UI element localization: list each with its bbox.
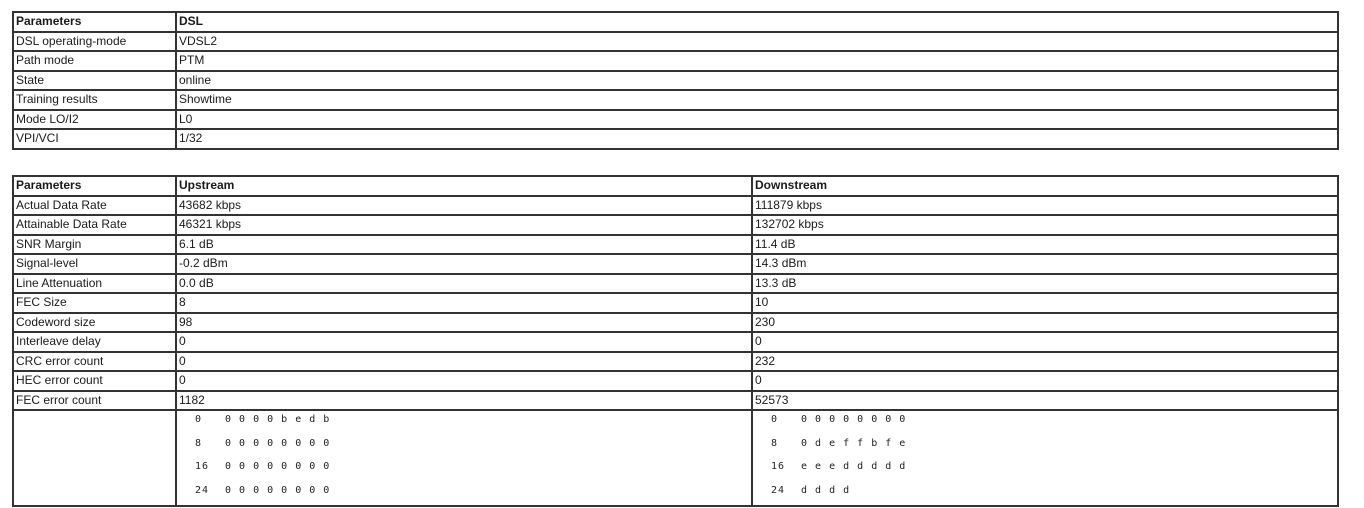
bin-values: d d d d xyxy=(801,484,851,496)
bit-allocation-line xyxy=(195,411,330,435)
table-row xyxy=(13,254,1338,274)
downstream-value: 11.4 dB xyxy=(752,235,1338,255)
bin-values: 0 0 0 0 0 0 0 0 xyxy=(225,437,331,449)
table-row xyxy=(13,391,1338,411)
bit-allocation-table xyxy=(771,411,906,505)
upstream-value: 6.1 dB xyxy=(176,235,752,255)
bin-index: 0 xyxy=(195,414,203,425)
upstream-bit-allocation xyxy=(176,410,752,506)
bit-allocation-line xyxy=(195,482,330,506)
param-label: Codeword size xyxy=(13,313,176,333)
bin-index: 16 xyxy=(195,461,210,472)
param-label: State xyxy=(13,71,176,91)
param-label: Line Attenuation xyxy=(13,274,176,294)
param-label: Interleave delay xyxy=(13,332,176,352)
upstream-value: -0.2 dBm xyxy=(176,254,752,274)
bit-allocation-line xyxy=(771,435,906,459)
table-row xyxy=(13,371,1338,391)
upstream-value: 43682 kbps xyxy=(176,196,752,216)
table-row xyxy=(13,274,1338,294)
param-label: Mode LO/I2 xyxy=(13,110,176,130)
table-row xyxy=(13,71,1338,91)
table-row xyxy=(13,293,1338,313)
bin-index: 8 xyxy=(195,437,203,449)
bin-index: 0 xyxy=(771,414,779,425)
downstream-bit-allocation xyxy=(752,410,1338,506)
upstream-value: 0 xyxy=(176,352,752,372)
upstream-value: 46321 kbps xyxy=(176,215,752,235)
table-header-row xyxy=(13,176,1338,196)
header-parameters: Parameters xyxy=(13,12,176,32)
bit-allocation-line xyxy=(771,482,906,506)
param-value: VDSL2 xyxy=(176,32,1338,52)
downstream-value: 10 xyxy=(752,293,1338,313)
header-downstream: Downstream xyxy=(752,176,1338,196)
param-label: FEC error count xyxy=(13,391,176,411)
param-label: Actual Data Rate xyxy=(13,196,176,216)
param-value: Showtime xyxy=(176,90,1338,110)
table-row xyxy=(13,332,1338,352)
bit-allocation-row xyxy=(13,410,1338,506)
upstream-value: 1182 xyxy=(176,391,752,411)
downstream-value: 0 xyxy=(752,371,1338,391)
upstream-value: 98 xyxy=(176,313,752,333)
param-value: online xyxy=(176,71,1338,91)
line-stats-table xyxy=(12,175,1339,507)
bin-values: 0 0 0 0 0 0 0 0 xyxy=(225,484,331,496)
bin-values: 0 0 0 0 0 0 0 0 xyxy=(225,461,331,472)
table-row xyxy=(13,51,1338,71)
table-row xyxy=(13,235,1338,255)
param-label: Path mode xyxy=(13,51,176,71)
bit-allocation-line xyxy=(771,411,906,435)
bin-values: 0 d e f f b f e xyxy=(801,437,907,449)
table-row xyxy=(13,110,1338,130)
header-dsl: DSL xyxy=(176,12,1338,32)
param-label: HEC error count xyxy=(13,371,176,391)
upstream-value: 0.0 dB xyxy=(176,274,752,294)
downstream-value: 132702 kbps xyxy=(752,215,1338,235)
header-parameters: Parameters xyxy=(13,176,176,196)
param-label: CRC error count xyxy=(13,352,176,372)
bin-index: 16 xyxy=(771,461,786,472)
param-label: Attainable Data Rate xyxy=(13,215,176,235)
bit-allocation-table xyxy=(195,411,330,505)
downstream-value: 14.3 dBm xyxy=(752,254,1338,274)
bit-allocation-line xyxy=(195,458,330,482)
bit-allocation-label xyxy=(13,410,176,506)
table-row xyxy=(13,196,1338,216)
bin-index: 24 xyxy=(771,484,786,496)
param-value: PTM xyxy=(176,51,1338,71)
param-label: VPI/VCI xyxy=(13,129,176,149)
param-label: DSL operating-mode xyxy=(13,32,176,52)
bit-allocation-line xyxy=(771,458,906,482)
param-label: Training results xyxy=(13,90,176,110)
bin-index: 8 xyxy=(771,437,779,449)
param-label: SNR Margin xyxy=(13,235,176,255)
param-label: FEC Size xyxy=(13,293,176,313)
bin-values: 0 0 0 0 0 0 0 0 xyxy=(801,414,907,425)
upstream-value: 8 xyxy=(176,293,752,313)
upstream-value: 0 xyxy=(176,332,752,352)
downstream-value: 230 xyxy=(752,313,1338,333)
header-upstream: Upstream xyxy=(176,176,752,196)
table-header-row xyxy=(13,12,1338,32)
table-row xyxy=(13,129,1338,149)
bit-allocation-line xyxy=(195,435,330,459)
downstream-value: 0 xyxy=(752,332,1338,352)
bin-values: 0 0 0 0 b e d b xyxy=(225,414,331,425)
bin-values: e e e d d d d d xyxy=(801,461,907,472)
param-label: Signal-level xyxy=(13,254,176,274)
dsl-status-table xyxy=(12,11,1339,150)
downstream-value: 111879 kbps xyxy=(752,196,1338,216)
downstream-value: 13.3 dB xyxy=(752,274,1338,294)
upstream-value: 0 xyxy=(176,371,752,391)
table-row xyxy=(13,90,1338,110)
param-value: 1/32 xyxy=(176,129,1338,149)
param-value: L0 xyxy=(176,110,1338,130)
downstream-value: 232 xyxy=(752,352,1338,372)
table-row xyxy=(13,32,1338,52)
table-row xyxy=(13,215,1338,235)
table-row xyxy=(13,313,1338,333)
downstream-value: 52573 xyxy=(752,391,1338,411)
bin-index: 24 xyxy=(195,484,210,496)
table-row xyxy=(13,352,1338,372)
